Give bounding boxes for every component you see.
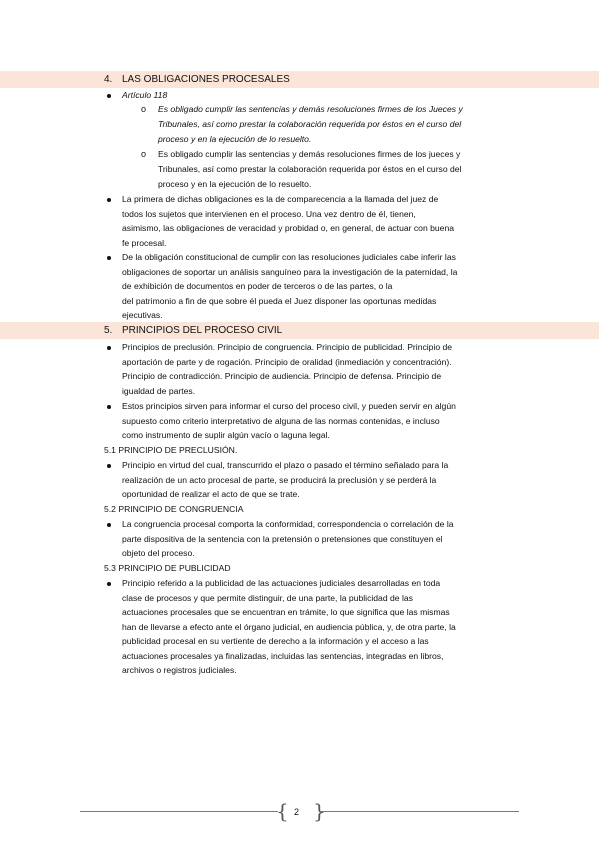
left-brace-icon: { — [276, 799, 289, 823]
paragraph-line: Principio en virtud del cual, transcurrido el plazo o pasado el término señalado para la — [122, 460, 449, 470]
paragraph-line: La congruencia procesal comporta la conformidad, correspondencia o correlación de la — [122, 519, 454, 529]
paragraph-line: supuesto como criterio interpretativo de alguna de las normas contenidas, e incluso — [122, 416, 440, 426]
paragraph-line: aportación de parte y de rogación. Principio de oralidad (inmediación y concentración). — [122, 357, 452, 367]
section-heading-4 — [104, 71, 290, 88]
sub-item-line: proceso y en la ejecución de lo resuelto. — [158, 134, 312, 144]
footer-rule-left — [80, 811, 278, 812]
paragraph-line: objeto del proceso. — [122, 548, 195, 558]
paragraph-line: actuaciones procesales ya finalizadas, incluidas las sentencias, integradas en libros, — [122, 651, 444, 661]
paragraph-line: Principio de contradicción. Principio de audiencia. Principio de defensa. Principio de — [122, 371, 442, 381]
paragraph-line: igualdad de partes. — [122, 386, 196, 396]
paragraph-line: del patrimonio a fin de que sobre él pueda el Juez disponer las oportunas medidas — [122, 296, 437, 306]
paragraph-line: La primera de dichas obligaciones es la de comparecencia a la llamada del juez de — [122, 194, 439, 204]
paragraph-line: archivos o registros judiciales. — [122, 665, 237, 675]
sub-item-line: Tribunales, así como prestar la colaboración requerida por éstos en el curso del — [158, 119, 462, 129]
section-heading-band — [0, 322, 599, 339]
paragraph-line: todos los sujetos que intervienen en el proceso. Una vez dentro de él, tienen, — [122, 209, 416, 219]
sub-item-line: Tribunales, así como prestar la colaboración requerida por éstos en el curso del — [158, 164, 462, 174]
paragraph-line: clase de procesos y que permite distinguir, de una parte, la publicidad de las — [122, 593, 413, 603]
bullet-icon — [107, 464, 111, 468]
bullet-icon — [107, 405, 111, 409]
section-heading-5 — [104, 322, 282, 339]
page-number: 2 — [294, 807, 300, 817]
paragraph-line: parte dispositiva de la sentencia con la pretensión o pretensiones que constituyen el — [122, 534, 443, 544]
subsection-heading: 5.3 PRINCIPIO DE PUBLICIDAD — [104, 563, 231, 573]
section-number: 5. — [104, 325, 113, 336]
section-title: PRINCIPIOS DEL PROCESO CIVIL — [122, 325, 283, 336]
section-title: LAS OBLIGACIONES PROCESALES — [122, 74, 290, 85]
paragraph-line: De la obligación constitucional de cumplir con las resoluciones judiciales cabe inferir las — [122, 252, 456, 262]
bullet-icon — [107, 346, 111, 350]
paragraph-line: oportunidad de realizar el acto de que se trate. — [122, 489, 300, 499]
sub-item-line: Es obligado cumplir las sentencias y demás resoluciones firmes de los Jueces y — [158, 104, 463, 114]
bullet-icon — [107, 94, 111, 98]
paragraph-line: obligaciones de soportar un análisis sanguíneo para la investigación de la paternidad, la — [122, 267, 458, 277]
right-brace-icon: } — [313, 799, 326, 823]
paragraph-line: ejecutivas. — [122, 310, 163, 320]
bullet-icon — [107, 256, 111, 260]
paragraph-line: actuaciones procesales que se encuentran en trámite, lo que significa que las mismas — [122, 607, 450, 617]
paragraph-line: Principios de preclusión. Principio de congruencia. Principio de publicidad. Principio de — [122, 342, 453, 352]
sub-item-line: proceso y en la ejecución de lo resuelto. — [158, 179, 312, 189]
paragraph-line: como instrumento de suplir algún vacío o laguna legal. — [122, 430, 330, 440]
article-label: Artículo 118 — [122, 90, 168, 100]
bullet-icon — [107, 523, 111, 527]
circle-bullet-icon: o — [141, 104, 147, 114]
subsection-heading: 5.1 PRINCIPIO DE PRECLUSIÓN. — [104, 445, 238, 455]
paragraph-line: realización de un acto procesal de parte, se producirá la preclusión y se perderá la — [122, 475, 437, 485]
subsection-heading: 5.2 PRINCIPIO DE CONGRUENCIA — [104, 504, 244, 514]
paragraph-line: publicidad procesal en su vertiente de derecho a la información y el acceso a las — [122, 636, 429, 646]
bullet-icon — [107, 582, 111, 586]
paragraph-line: Principio referido a la publicidad de las actuaciones judiciales desarrolladas en toda — [122, 578, 441, 588]
footer-rule-right — [321, 811, 519, 812]
paragraph-line: han de llevarse a efecto ante el órgano judicial, en audiencia pública, y, de otra parte, la — [122, 622, 456, 632]
circle-bullet-icon: o — [141, 149, 147, 159]
bullet-icon — [107, 198, 111, 202]
paragraph-line: Estos principios sirven para informar el curso del proceso civil, y pueden servir en algún — [122, 401, 456, 411]
paragraph-line: asimismo, las obligaciones de veracidad y probidad o, en general, de actuar con buena — [122, 223, 455, 233]
paragraph-line: fe procesal. — [122, 238, 167, 248]
paragraph-line: de exhibición de documentos en poder de terceros o de las partes, o la — [122, 281, 393, 291]
sub-item-line: Es obligado cumplir las sentencias y demás resoluciones firmes de los jueces y — [158, 149, 461, 159]
section-heading-band — [0, 71, 599, 88]
section-number: 4. — [104, 74, 113, 85]
